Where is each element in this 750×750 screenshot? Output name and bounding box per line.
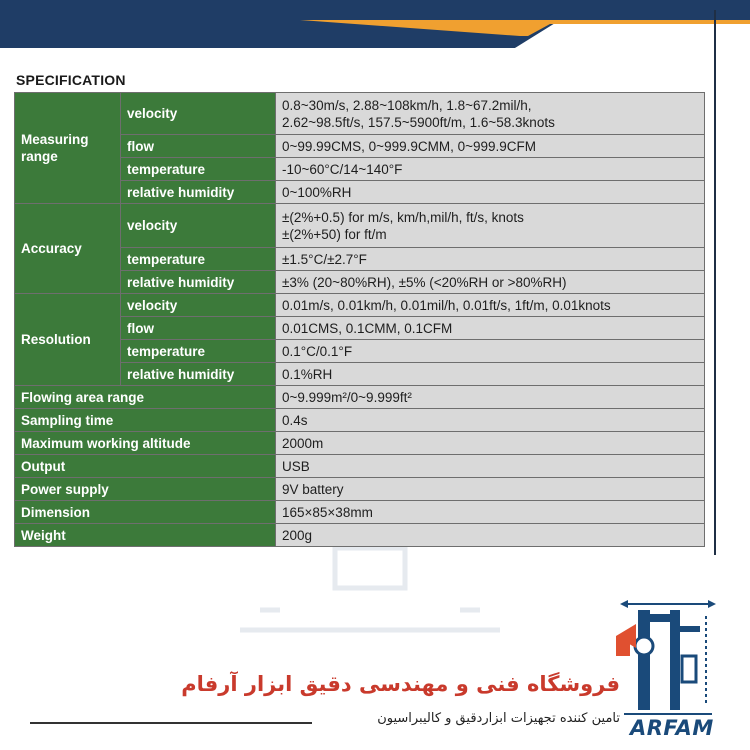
table-row <box>15 478 705 501</box>
table-row <box>15 524 705 547</box>
logo-text: ARFAM <box>630 716 714 740</box>
value-line: 2.62~98.5ft/s, 157.5~5900ft/m, 1.6~58.3knots <box>282 114 555 130</box>
label-weight: Weight <box>15 524 276 547</box>
value-altitude: 2000m <box>276 432 705 455</box>
label-sampling-time: Sampling time <box>15 409 276 432</box>
label-output: Output <box>15 455 276 478</box>
value-output: USB <box>276 455 705 478</box>
label-dimension: Dimension <box>15 501 276 524</box>
sub-label-velocity: velocity <box>121 204 276 248</box>
value-accuracy-temperature: ±1.5°C/±2.7°F <box>276 248 705 271</box>
value-resolution-velocity: 0.01m/s, 0.01km/h, 0.01mil/h, 0.01ft/s, 1ft/m, 0.01knots <box>276 294 705 317</box>
value-line: ±(2%+50) for ft/m <box>282 226 387 242</box>
label-flowing-area: Flowing area range <box>15 386 276 409</box>
value-accuracy-velocity <box>276 204 705 248</box>
spec-title: SPECIFICATION <box>16 72 126 88</box>
top-banner <box>0 0 750 60</box>
store-subtitle: تامین کننده تجهیزات ابزاردقیق و کالیبراسیون <box>377 711 620 726</box>
value-measuring-humidity: 0~100%RH <box>276 181 705 204</box>
spec-table <box>14 92 705 547</box>
table-row <box>15 501 705 524</box>
group-accuracy: Accuracy <box>15 204 121 294</box>
sub-label-humidity: relative humidity <box>121 181 276 204</box>
value-measuring-velocity <box>276 93 705 135</box>
store-title: فروشگاه فنی و مهندسی دقیق ابزار آرفام <box>181 672 620 696</box>
value-dimension: 165×85×38mm <box>276 501 705 524</box>
sub-label-humidity: relative humidity <box>121 363 276 386</box>
table-row <box>15 294 705 317</box>
sub-label-temperature: temperature <box>121 248 276 271</box>
value-resolution-humidity: 0.1%RH <box>276 363 705 386</box>
group-resolution: Resolution <box>15 294 121 386</box>
sub-label-temperature: temperature <box>121 340 276 363</box>
group-measuring-range: Measuring range <box>15 93 121 204</box>
sub-label-velocity: velocity <box>121 294 276 317</box>
value-line: 0.8~30m/s, 2.88~108km/h, 1.8~67.2mil/h, <box>282 97 532 113</box>
value-weight: 200g <box>276 524 705 547</box>
sub-label-humidity: relative humidity <box>121 271 276 294</box>
table-row <box>15 409 705 432</box>
value-resolution-flow: 0.01CMS, 0.1CMM, 0.1CFM <box>276 317 705 340</box>
value-flowing-area: 0~9.999m²/0~9.999ft² <box>276 386 705 409</box>
value-sampling-time: 0.4s <box>276 409 705 432</box>
sub-label-temperature: temperature <box>121 158 276 181</box>
sub-label-flow: flow <box>121 317 276 340</box>
value-line: ±(2%+0.5) for m/s, km/h,mil/h, ft/s, knots <box>282 209 524 225</box>
value-measuring-flow: 0~99.99CMS, 0~999.9CMM, 0~999.9CFM <box>276 135 705 158</box>
right-vertical-line <box>714 10 716 555</box>
table-row <box>15 432 705 455</box>
table-row <box>15 386 705 409</box>
value-power-supply: 9V battery <box>276 478 705 501</box>
table-row <box>15 93 705 135</box>
label-power-supply: Power supply <box>15 478 276 501</box>
value-resolution-temperature: 0.1°C/0.1°F <box>276 340 705 363</box>
value-measuring-temperature: -10~60°C/14~140°F <box>276 158 705 181</box>
label-altitude: Maximum working altitude <box>15 432 276 455</box>
watermark-icon <box>240 540 500 640</box>
footer-divider <box>30 722 312 724</box>
table-row <box>15 455 705 478</box>
sub-label-flow: flow <box>121 135 276 158</box>
table-row <box>15 204 705 248</box>
value-accuracy-humidity: ±3% (20~80%RH), ±5% (<20%RH or >80%RH) <box>276 271 705 294</box>
sub-label-velocity: velocity <box>121 93 276 135</box>
